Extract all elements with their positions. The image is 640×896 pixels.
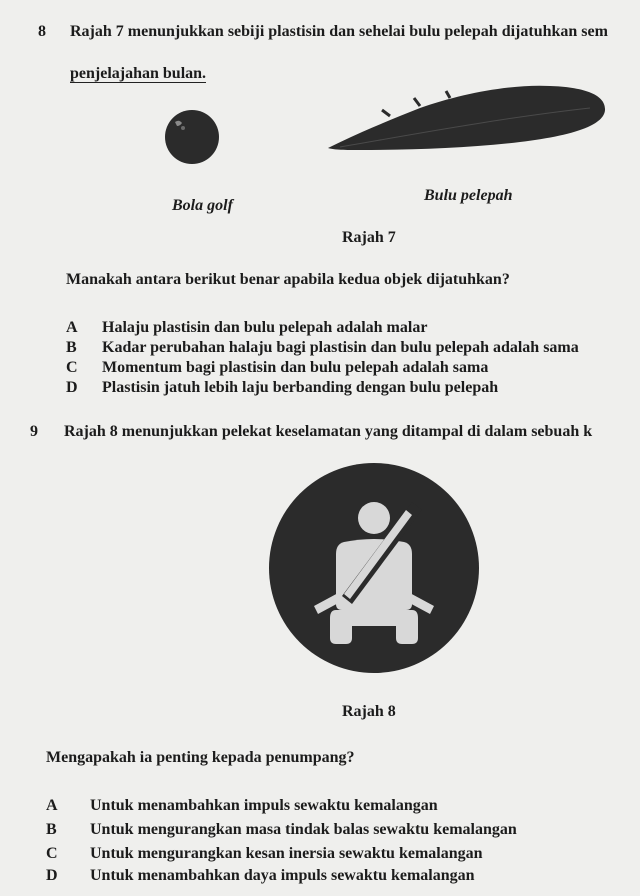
question-8-stem-line2-text: penjelajahan bulan. [70,65,207,82]
question-8-stem-line2 [70,64,206,84]
question-9-number: 9 [30,423,38,440]
q9-option-c-text: Untuk mengurangkan kesan inersia sewaktu kemalangan [90,845,483,862]
q8-option-d-letter: D [66,379,78,396]
figure-7-caption: Rajah 7 [342,229,396,246]
figure-7-label-feather: Bulu pelepah [424,187,513,204]
seatbelt-icon [266,460,486,680]
q8-option-a-text: Halaju plastisin dan bulu pelepah adalah malar [102,319,428,336]
q8-option-c-text: Momentum bagi plastisin dan bulu pelepah adalah sama [102,359,489,376]
q8-option-a-letter: A [66,319,78,336]
q9-option-c-letter: C [46,845,58,862]
q9-option-a-letter: A [46,797,58,814]
golf-ball-icon [163,108,223,168]
question-8-number: 8 [38,23,46,40]
question-8-stem-line1: Rajah 7 menunjukkan sebiji plastisin dan sehelai bulu pelepah dijatuhkan sem [70,23,608,40]
question-9-prompt: Mengapakah ia penting kepada penumpang? [46,749,355,766]
feather-icon [320,80,610,160]
q9-option-d-text: Untuk menambahkan daya impuls sewaktu kemalangan [90,867,475,884]
q9-option-d-letter: D [46,867,58,884]
q8-option-b-text: Kadar perubahan halaju bagi plastisin dan bulu pelepah adalah sama [102,339,579,356]
q8-option-b-letter: B [66,339,77,356]
q9-option-b-text: Untuk mengurangkan masa tindak balas sewaktu kemalangan [90,821,517,838]
figure-8-caption: Rajah 8 [342,703,396,720]
q8-option-d-text: Plastisin jatuh lebih laju berbanding dengan bulu pelepah [102,379,499,396]
q9-option-a-text: Untuk menambahkan impuls sewaktu kemalangan [90,797,438,814]
question-8-prompt: Manakah antara berikut benar apabila kedua objek dijatuhkan? [66,271,510,288]
q9-option-b-letter: B [46,821,57,838]
figure-7-label-golf-ball: Bola golf [172,197,233,214]
question-9-stem: Rajah 8 menunjukkan pelekat keselamatan yang ditampal di dalam sebuah k [64,423,593,440]
q8-option-c-letter: C [66,359,78,376]
